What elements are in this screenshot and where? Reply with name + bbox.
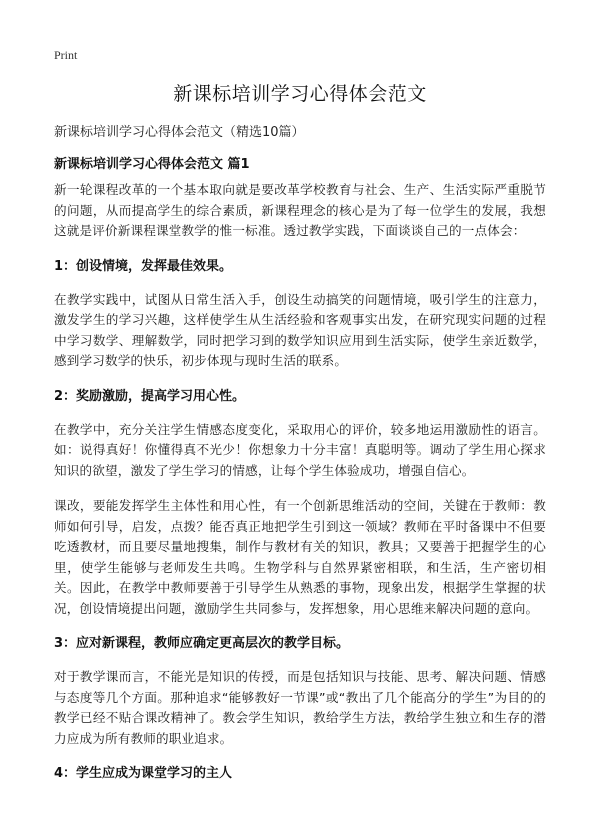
section-paragraph: 对于教学课而言，不能光是知识的传授，而是包括知识与技能、思考、解决问题、情感与态度等几个方面。那种追求“能够教好一节课”或“教出了几个能高分的学生”为目的的教学已经不贴合课改精神了。教会学生知识，教给学生方法，教给学生独立和生存的潜力应成为所有教师的职业追求。: [54, 669, 546, 746]
section-paragraph: 在教学中，充分关注学生情感态度变化，采取用心的评价，较多地运用激励性的语言。如：说得真好！你懂得真不光少！你想象力十分丰富！真聪明等。调动了学生用心探求知识的欲望，激发了学生学习的情感，让每个学生体验成功，增强自信心。: [54, 421, 546, 478]
section-paragraph: 课改，要能发挥学生主体性和用心性，有一个创新思维活动的空间，关键在于教师：教师如何引导，启发，点拨？能否真正地把学生引到这一领域？教师在平时备课中不但要吃透教材，而且要尽量地搜集，制作与教材有关的知识，教具；又要善于把握学生的心里，使学生能够与老师发生共鸣。生物学科与自然界紧密相联，和生活，生产密切相关。因此，在教学中教师要善于引导学生从熟悉的事物，现象出发，根据学生掌握的状况，创设情境提出问题，激励学生共同参与，发挥想象，用心思维来解决问题的意向。: [54, 498, 546, 616]
article-heading: 新课标培训学习心得体会范文 篇1: [54, 157, 250, 172]
print-link[interactable]: Print: [54, 48, 78, 62]
section-3: [54, 634, 546, 764]
section-1: [54, 257, 546, 387]
intro-paragraph: 新一轮课程改革的一个基本取向就是要改革学校教育与社会、生产、生活实际严重脱节的问题，从而提高学生的综合素质，新课程理念的核心是为了每一位学生的发展，我想这就是评价新课程课堂教学的惟一标准。透过教学实践，下面谈谈自己的一点体会：: [54, 182, 546, 238]
page-title: 新课标培训学习心得体会范文: [173, 83, 427, 105]
document-subtitle: 新课标培训学习心得体会范文（精选10篇）: [54, 125, 305, 140]
section-heading: 1：创设情境，发挥最佳效果。: [54, 258, 233, 274]
section-heading: 4：学生应成为课堂学习的主人: [54, 766, 233, 781]
article-body: [54, 180, 546, 784]
section-heading: 3：应对新课程，教师应确定更高层次的教学目标。: [54, 636, 350, 651]
section-4: [54, 764, 546, 784]
section-heading: 2：奖励激励，提高学习用心性。: [54, 388, 246, 404]
section-2: [54, 387, 546, 635]
section-paragraph: 在教学实践中，试图从日常生活入手，创设生动搞笑的问题情境，吸引学生的注意力，激发学生的学习兴趣，这样使学生从生活经验和客观事实出发，在研究现实问题的过程中学习数学、理解数学，同时把学习到的数学知识应用到生活实际，使学生亲近数学，感到学习数学的快乐，初步体现与现时生活的联系。: [54, 291, 546, 368]
